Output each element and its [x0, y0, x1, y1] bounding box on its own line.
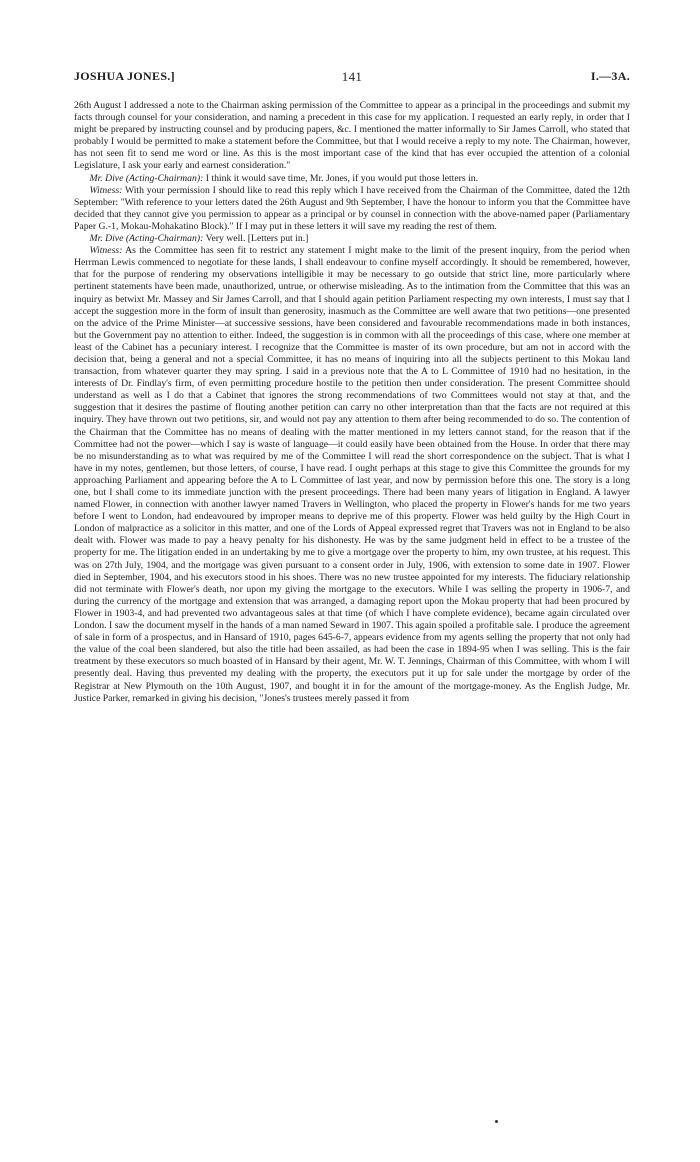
paragraph — [74, 173, 630, 185]
speaker-label: Witness: — [89, 184, 123, 196]
paragraph — [74, 233, 630, 245]
paragraph-text: With your permission I should like to read this reply which I have received from the Chairman of the Committee, dated the 12th September: "With reference to your letters dated the 26th August and 9th September, I have the honour to inform you that the Committee have decided that they cannot give you permission to appear as a principal or by counsel in connection with the above-named paper (Parliamentary Paper G.-1, Mokau-Mohakatino Block)." If I may put in these letters it will save my reading the rest of them. — [74, 184, 630, 232]
speaker-label: Mr. Dive (Acting-Chairman): — [89, 233, 204, 245]
paragraph-text: I think it would save time, Mr. Jones, if you would put those letters in. — [203, 172, 479, 184]
header-right: I.—3A. — [590, 69, 630, 83]
speaker-label: Witness: — [89, 245, 123, 257]
paragraph — [74, 245, 630, 705]
speaker-label: Mr. Dive (Acting-Chairman): — [89, 172, 204, 184]
print-speck — [495, 1120, 498, 1123]
paragraph-text: As the Committee has seen fit to restrict any statement I might make to the limit of the present inquiry, from the period when Herrman Lewis commenced to negotiate for these lands, I shall endeavour to confine myself accordingly. It should be remembered, however, that for the purpose of rendering my observations intelligible it may be necessary to go outside that strict line, more particularly where pertinent statements have been made, unauthorized, untrue, or otherwise misleading. As to the intimation from the Committee that this was an inquiry as betwixt Mr. Massey and Sir James Carroll, and that I should again petition Parliament respecting my own interests, I must say that I accept the suggestion more in the form of insult than generosity, inasmuch as the Committee are well aware that two petitions—one presented on the advice of the Prime Minister—at successive sessions, have been considered and favourable recommendations made in both instances, but the Government pay no attention to either. Indeed, the suggestion is in common with all the proceedings of this case, where one member at least of the Cabinet has a pecuniary interest. I recognize that the Committee is master of its own procedure, but am not in accord with the decision that, being a general and not a special Committee, it has no means of inquiring into all the subjects pertinent to this Mokau land transaction, from whatever quarter they may spring. I said in a previous note that the A to L Committee of 1910 had no hesitation, in the interests of Dr. Findlay's firm, of even permitting procedure hostile to the petition then under consideration. The present Committee should understand as well as I do that a Cabinet that ignores the strong recommendations of two Committees would not stay at that, and the suggestion that it desires the pastime of flouting another petition can carry no other interpretation than that the facts are not required at this inquiry. They have thrown out two petitions, sir, and would not pay any attention to them after being recommended to do so. The contention of the Chairman that the Committee has no means of dealing with the matter mentioned in my letters cannot stand, for the reason that if the Committee had not the power—which I say is waste of language—it could easily have been obtained from the House. In order that there may be no misunderstanding as to what was required by me of the Committee I will read the short correspondence on the subject. That is what I have in my notes, gentlemen, but those letters, of course, I have read. I ought perhaps at this stage to give this Committee the grounds for my approaching Parliament and appearing before the A to L Committee of last year, and now by permission before this one. The story is a long one, but I shall come to its immediate junction with the present proceedings. There had been many years of litigation in England. A lawyer named Flower, in connection with another lawyer named Travers in Wellington, who placed the property in Flower's hands for me two years before I went to London, had endeavoured by improper means to deprive me of this property. Flower was held guilty by the High Court in London of malpractice as a solicitor in this matter, and one of the Lords of Appeal expressed regret that Travers was not in England to be also dealt with. Flower was made to pay a heavy penalty for his dishonesty. He was by the same judgment held in effect to be a trustee of the property for me. The litigation ended in an undertaking by me to give a mortgage over the property to him, my own trustee, at his request. This was on 27th July, 1904, and the mortgage was given pursuant to a consent order in July, 1906, with extension to some date in 1907. Flower died in September, 1904, and his executors stood in his shoes. There was no new trustee appointed for my interests. The fiduciary relationship did not terminate with Flower's death, nor upon my giving the mortgage to the executors. While I was selling the property in 1906-7, and during the currency of the mortgage and extension that was arranged, a damaging report upon the Mokau property that had been procured by Flower in 1903-4, and had prevented two advantageous sales at that time (of which I have complete evidence), became again circulated over London. I saw the document myself in the hands of a man named Seward in 1907. This again spoiled a profitable sale. I produce the agreement of sale in form of a prospectus, and in Hansard of 1910, pages 645-6-7, appears evidence from my agents selling the property that not only had the value of the coal been slandered, but also the title had been assailed, as had been the case in 1894-95 when I was selling. This is the fair treatment by these executors so much boasted of in Hansard by their agent, Mr. W. T. Jennings, Chairman of this Committee, with whom I will presently deal. Having thus prevented my dealing with the property, the executors put it up for sale under the mortgage by order of the Registrar at New Plymouth on the 10th August, 1907, and bought it in for the amount of the mortgage-money. As the English Judge, Mr. Justice Parker, remarked in giving his decision, "Jones's trustees merely passed it from — [74, 245, 630, 704]
page-header — [74, 69, 630, 85]
page-number: 141 — [341, 69, 363, 84]
header-left: JOSHUA JONES.] — [74, 69, 175, 83]
body-text — [74, 100, 630, 705]
paragraph — [74, 100, 630, 173]
paragraph-text: 26th August I addressed a note to the Chairman asking permission of the Committee to appear as a principal in the proceedings and submit my facts through counsel for your consideration, and naming a precedent in this case for my application. I requested an early reply, in order that I might be prepared by instructing counsel and by producing papers, &c. I mentioned the matter informally to Sir James Carroll, who stated that probably I would be permitted to make a statement before the Committee, but that I would receive a reply to my note. The Chairman, however, has not seen fit to send me word or line. As this is the most important case of the kind that has ever occupied the attention of a colonial Legislature, I ask your early and earnest consideration." — [74, 100, 630, 172]
paragraph — [74, 185, 630, 233]
paragraph-text: Very well. [Letters put in.] — [203, 233, 309, 245]
